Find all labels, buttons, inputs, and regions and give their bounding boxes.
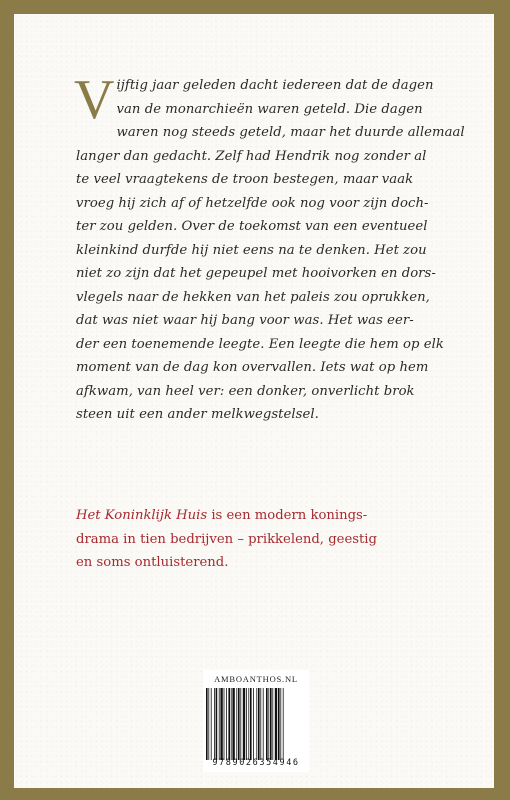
drop-cap: V <box>74 69 115 131</box>
tagline <box>76 504 456 575</box>
barcode-bar <box>272 688 273 760</box>
barcode-bar <box>246 688 247 760</box>
barcode-bar <box>270 688 272 760</box>
barcode-bar <box>216 688 218 760</box>
blurb-line: afkwam, van heel ver: een donker, onverlicht brok <box>76 383 415 399</box>
isbn-number: 9789026354946 <box>212 758 300 768</box>
barcode-bar <box>211 688 212 760</box>
blurb-line: der een toenemende leegte. Een leegte die hem op elk <box>76 336 444 352</box>
barcode-bar <box>266 688 268 760</box>
blurb-line: ijftig jaar geleden dacht iedereen dat de dagen <box>116 78 434 93</box>
tagline-line-1 <box>76 504 456 528</box>
barcode-bar <box>256 688 257 760</box>
barcode-bar <box>232 688 234 760</box>
barcode-bar <box>206 688 208 760</box>
barcode-bar <box>219 688 220 760</box>
tagline-text: is een modern konings- <box>207 508 368 523</box>
barcode-bar <box>224 688 225 760</box>
blurb-line: kleinkind durfde hij niet eens na te denken. Het zou <box>76 242 427 258</box>
book-title: Het Koninklijk Huis <box>76 508 208 523</box>
barcode-bar <box>258 688 260 760</box>
barcode-bar <box>263 688 264 760</box>
blurb-line: steen uit een ander melkwegstelsel. <box>76 407 319 422</box>
barcode-bar <box>226 688 227 760</box>
barcode-bar <box>275 688 277 760</box>
barcode-bar <box>278 688 280 760</box>
blurb-line: vlegels naar de hekken van het paleis zou oprukken, <box>76 289 430 305</box>
blurb-line: langer dan gedacht. Zelf had Hendrik nog zonder al <box>76 148 427 164</box>
blurb-line: van de monarchieën waren geteld. Die dagen <box>116 101 423 117</box>
tagline-line-3: en soms ontluisterend. <box>76 555 229 570</box>
barcode-bar <box>208 688 209 760</box>
barcode-bars <box>206 688 306 760</box>
barcode-bar <box>236 688 237 760</box>
blurb-text <box>74 69 465 427</box>
blurb-line: moment van de dag kon overvallen. Iets wat op hem <box>76 360 429 375</box>
barcode-bar <box>240 688 241 760</box>
barcode-bar <box>243 688 245 760</box>
blurb-line: dat was niet waar hij bang voor was. Het was eer- <box>76 313 414 328</box>
barcode-bar <box>250 688 252 760</box>
barcode-bar <box>283 688 284 760</box>
barcode-bar <box>228 688 230 760</box>
blurb-line: vroeg hij zich af of hetzelfde ook nog voor zijn doch- <box>76 195 429 211</box>
barcode-bar <box>253 688 254 760</box>
barcode-bar <box>238 688 240 760</box>
barcode-bar <box>260 688 261 760</box>
publisher-url: AMBOANTHOS.NL <box>214 674 298 684</box>
blurb-line: niet zo zijn dat het gepeupel met hooivorken en dors- <box>76 266 436 281</box>
blurb-line: te veel vraagtekens de troon bestegen, maar vaak <box>76 172 414 187</box>
tagline-line-2: drama in tien bedrijven – prikkelend, geestig <box>76 531 377 547</box>
blurb-line: waren nog steeds geteld, maar het duurde allemaal <box>116 125 465 140</box>
barcode-bar <box>214 688 215 760</box>
barcode-bar <box>280 688 281 760</box>
barcode-bar <box>248 688 249 760</box>
barcode-bar <box>268 688 269 760</box>
barcode-bar <box>220 688 222 760</box>
blurb-line: ter zou gelden. Over de toekomst van een eventueel <box>76 219 428 234</box>
barcode-box <box>203 670 309 772</box>
barcode-bar <box>231 688 232 760</box>
